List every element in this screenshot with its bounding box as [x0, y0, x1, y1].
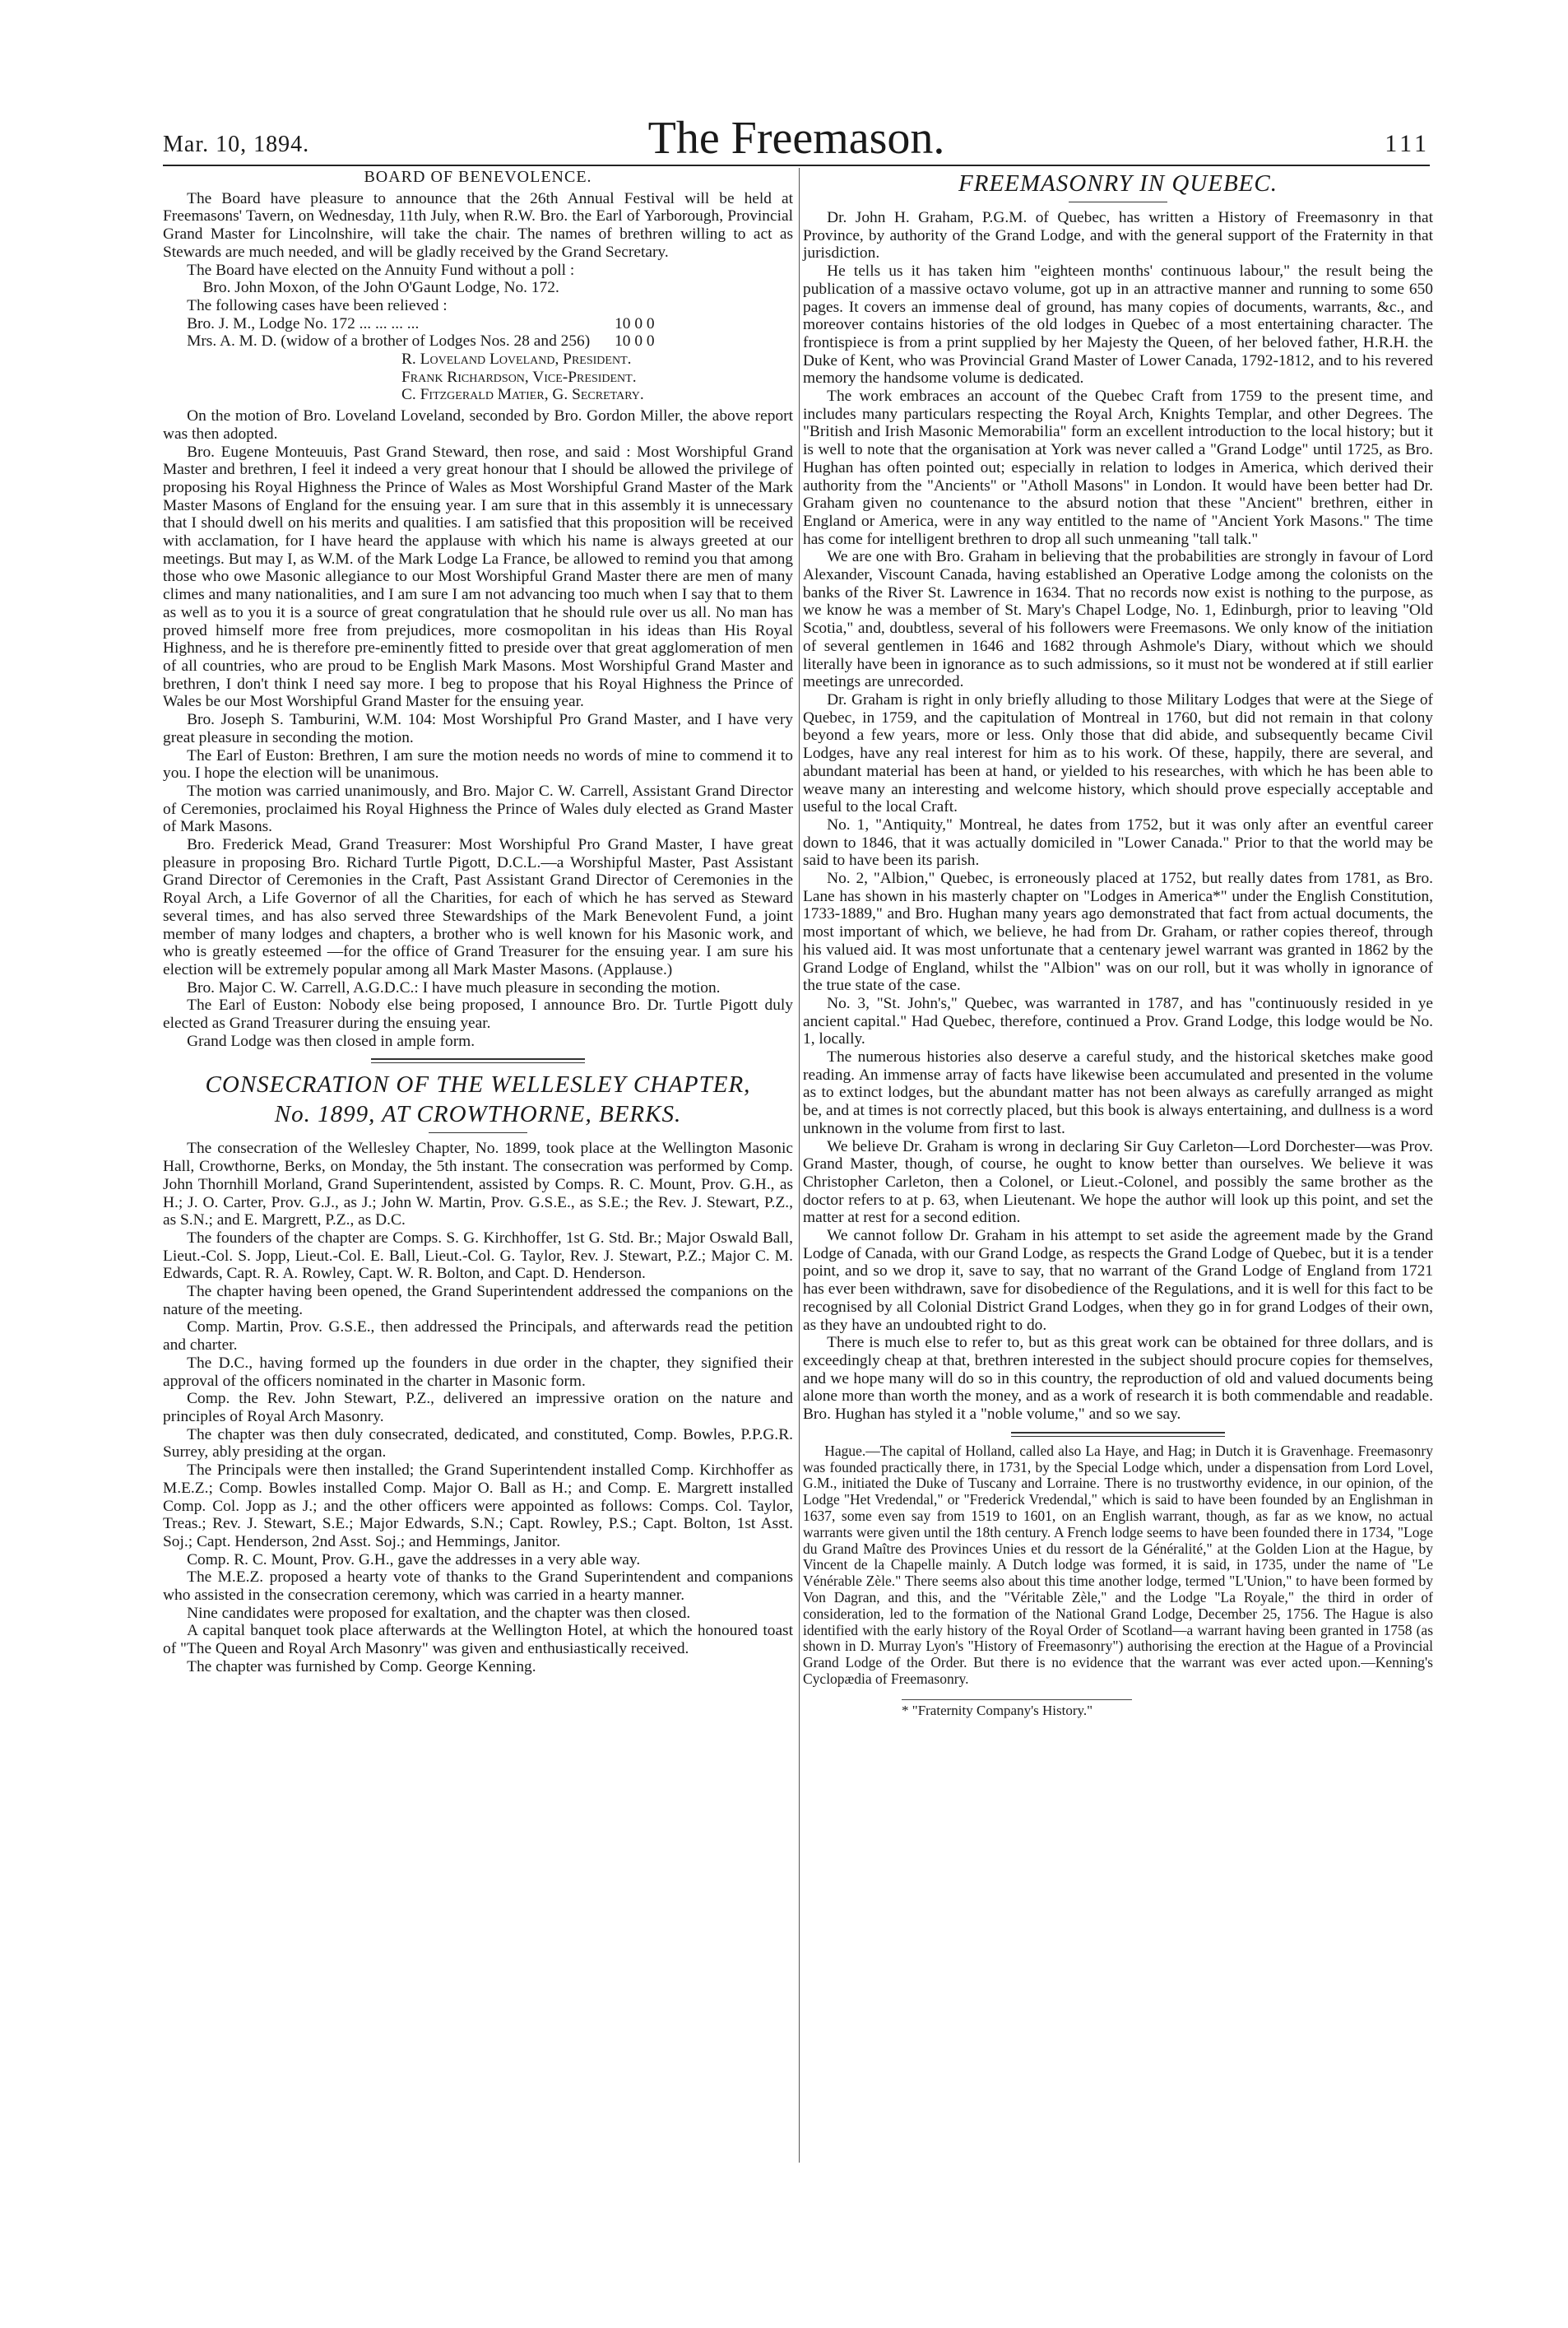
quebec-paragraph: Dr. John H. Graham, P.G.M. of Quebec, has written a History of Freemasonry in that Province, by authority of the Grand Lodge, and with the general support of the Fraternity in that jurisdiction. [803, 209, 1433, 263]
consecration-paragraph: Comp. the Rev. John Stewart, P.Z., delivered an impressive oration on the nature and principles of Royal Arch Masonry. [163, 1390, 793, 1425]
heading-rule [429, 1132, 527, 1133]
page-header [163, 114, 1430, 163]
consecration-paragraph: Nine candidates were proposed for exaltation, and the chapter was then closed. [187, 1604, 691, 1622]
signature-line: R. Loveland Loveland, President. [401, 351, 632, 369]
consecration-paragraph: The chapter was then duly consecrated, dedicated, and constituted, Comp. Bowles, P.P.G.R. Surrey, ably presiding at the organ. [163, 1425, 793, 1461]
board-paragraph: The Earl of Euston: Brethren, I am sure the motion needs no words of mine to commend it to you. I hope the election will be unanimous. [163, 746, 793, 783]
quebec-paragraph: No. 3, "St. John's," Quebec, was warranted in 1787, and has "continuously resided in ye ancient capital." Had Quebec, therefore, continued a Prov. Grand Lodge, this lodge would be No. 1, locally. [803, 994, 1433, 1048]
board-paragraph: Bro. Eugene Monteuuis, Past Grand Steward, then rose, and said : Most Worshipful Grand Master and brethren, I feel it indeed a very great honour that I should be allowed the privilege of proposing his Royal Highness the Prince of Wales as Most Worshipful Grand Master of the Mark Master Masons of England for the ensuing year. I am sure that in this assembly it is unnecessary that I should dwell on his merits and qualities. I am satisfied that this proposition will be received with acclamation, for I have heard the applause with which his name is always greeted at our meetings. But may I, as W.M. of the Mark Lodge La France, be allowed to remind you that among those who owe Masonic allegiance to our Most Worshipful Grand Master there are men of many climes and many nationalities, and I am sure I am not advancing too much when I say that to them as well as to you it is a source of great congratulation that he should rule over us all. No man has proved himself more free from prejudices, more cosmopolitan in his ideas than His Royal Highness, and he is therefore pre-eminently fitted to preside over that great agglomeration of men of all countries, who are proud to be English Mark Masons. Most Worshipful Grand Master and brethren, I don't think I need say more. I beg to propose that his Royal Highness the Prince of Wales be our Most Worshipful Grand Master for the ensuing year. [163, 443, 793, 711]
header-rule [163, 165, 1430, 166]
column-divider [799, 168, 800, 2163]
consecration-paragraph: The chapter was furnished by Comp. George Kenning. [187, 1657, 536, 1675]
section-rule [1011, 1432, 1225, 1437]
quebec-paragraph: He tells us it has taken him "eighteen months' continuous labour," the result being the publication of a massive octavo volume, got up in an attractive manner and running to some 650 pages. It covers an immense deal of ground, has many copies of documents, warrants, &c., and moreover contains histories of the old lodges in Quebec of a most entertaining character. The frontispiece is from a print supplied by her Majesty the Queen, of her beloved father, H.R.H. the Duke of Kent, who was Provincial Grand Master of Lower Canada, 1792-1812, and to his revered memory the handsome volume is dedicated. [803, 263, 1433, 388]
consecration-heading-line2: No. 1899, AT CROWTHORNE, BERKS. [274, 1101, 682, 1128]
board-paragraph: The Board have elected on the Annuity Fund without a poll : [187, 261, 575, 279]
quebec-paragraph: We believe Dr. Graham is wrong in declaring Sir Guy Carleton—Lord Dorchester—was Prov. Grand Master, though, of course, he ought to know better than ourselves. We believe it was Christopher Carleton, then a Colonel, or Lieut.-Colonel, and possibly the same brother as the doctor refers to at p. 63, when Lieutenant. We hope the author will look up this point, and set the matter at rest for a second edition. [803, 1137, 1433, 1227]
footnote-rule [902, 1699, 1132, 1700]
signature-line: Frank Richardson, Vice-President. [401, 368, 637, 386]
quebec-paragraph: There is much else to refer to, but as this great work can be obtained for three dollars, and is exceedingly cheap at that, brethren interested in the subject should procure copies for themselves, and we hope many will do so in this country, the reproduction of old and valued documents being alone more than worth the money, and as a work of research it is both commendable and readable. Bro. Hughan has styled it a "noble volume," and so we say. [803, 1334, 1433, 1424]
board-paragraph: The motion was carried unanimously, and Bro. Major C. W. Carrell, Assistant Grand Director of Ceremonies, proclaimed his Royal Highness the Prince of Wales duly elected as Grand Master of Mark Masons. [163, 782, 793, 836]
quebec-paragraph: We cannot follow Dr. Graham in his attempt to set aside the agreement made by the Grand Lodge of Canada, with our Grand Lodge, as respects the Grand Lodge of Quebec, but it is a tender point, and so we drop it, save to say, that no warrant of the Grand Lodge of England from 1721 has ever been withdrawn, save for disobedience of the Regulations, and it is well for this fact to be recognised by all Colonial District Grand Lodges, when they go in for grand Lodges of their own, as they have an undoubted right to do. [803, 1227, 1433, 1334]
issue-date: Mar. 10, 1894. [163, 132, 310, 157]
board-paragraph: Bro. Major C. W. Carrell, A.G.D.C.: I have much pleasure in seconding the motion. [187, 978, 721, 997]
board-paragraph: The Board have pleasure to announce that the 26th Annual Festival will be held at Freemasons' Tavern, on Wednesday, 11th July, when R.W. Bro. the Earl of Yarborough, Provincial Grand Master for Lincolnshire, will take the chair. The names of brethren willing to act as Stewards are much needed, and will be gladly received by the Grand Secretary. [163, 189, 793, 261]
board-paragraph: The following cases have been relieved : [187, 296, 448, 314]
relief-label: Mrs. A. M. D. (widow of a brother of Lodges Nos. 28 and 256) [187, 332, 591, 351]
relief-label: Bro. J. M., Lodge No. 172 ... ... ... ... [187, 314, 420, 332]
board-paragraph: Bro. Frederick Mead, Grand Treasurer: Most Worshipful Pro Grand Master, I have great pleasure in proposing Bro. Richard Turtle Pigott, D.C.L.—a Worshipful Master, Past Assistant Grand Director of Ceremonies in the Craft, Past Assistant Grand Director of Ceremonies in the Royal Arch, a Life Governor of all the Charities, for each of which he has served as Steward several times, and has also served three Stewardships of the Mark Benevolent Fund, a joint member of many lodges and chapters, a brother who is well known for his Masonic work, and who is greatly esteemed —for the office of Grand Treasurer for the ensuing year. I am sure his election will be extremely popular among all Mark Master Masons. (Applause.) [163, 836, 793, 978]
consecration-paragraph: The chapter having been opened, the Grand Superintendent addressed the companions on the nature of the meeting. [163, 1283, 793, 1318]
quebec-paragraph: Dr. Graham is right in only briefly alluding to those Military Lodges that were at the Siege of Quebec, in 1759, and the capitulation of Montreal in 1760, but did not remain in that colony beyond a few years, more or less. Only those that did abide, and subsequently became Civil Lodges, have any real interest for him as to his work. Of these, happily, there are several, and abundant material has been at hand, or yielded to his researches, with which he has been able to weave many an interesting and welcome history, which should prove especially acceptable and useful to the local Craft. [803, 690, 1433, 816]
consecration-paragraph: Comp. Martin, Prov. G.S.E., then addressed the Principals, and afterwards read the petition and charter. [163, 1318, 793, 1355]
relief-row [163, 332, 793, 351]
consecration-paragraph: A capital banquet took place afterwards at the Wellington Hotel, at which the honoured toast of "The Queen and Royal Arch Masonry" was given and enthusiastically received. [163, 1622, 793, 1658]
consecration-heading-line1: CONSECRATION OF THE WELLESLEY CHAPTER, [205, 1071, 751, 1099]
section-rule [371, 1058, 585, 1063]
consecration-paragraph: The Principals were then installed; the Grand Superintendent installed Comp. Kirchhoffer as M.E.Z.; Comp. Bowles installed Comp. Major O. Ball as H.; and Comp. E. Margrett installed Comp. Col. Jopp as J.; and the other officers were appointed as follows: Comps. Col. Taylor, Treas.; Rev. J. Stewart, S.E.; Major Edwards, S.N.; Capt. Rowley, P.S.; Capt. Bolton, 1st Asst. Soj.; Capt. Henderson, 2nd Asst. Soj.; and Hemmings, Janitor. [163, 1461, 793, 1550]
board-paragraph: Bro. John Moxon, of the John O'Gaunt Lodge, No. 172. [202, 279, 559, 297]
quebec-paragraph: The work embraces an account of the Quebec Craft from 1759 to the present time, and includes many particulars respecting the Royal Arch, Knights Templar, and other Degrees. The "British and Irish Masonic Memorabilia" form an excellent introduction to the local history; but it is well to note that the organisation at York was never called a "Grand Lodge" until 1725, as Bro. Hughan has often pointed out; especially in relation to lodges in America, which derived their authority from the "Ancients" or "Atholl Masons" in London. It would have been better had Dr. Graham given no countenance to the absurd notion that these "Ancient" brethren, either in England or America, were in any way entitled to the name of "Ancient York Masons." The time has come for intelligent brethren to drop all such unmeaning "tall talk." [803, 388, 1433, 548]
quebec-heading: FREEMASONRY IN QUEBEC. [958, 170, 1278, 197]
footnote: * "Fraternity Company's History." [902, 1702, 1093, 1718]
quebec-paragraph: No. 2, "Albion," Quebec, is erroneously placed at 1752, but really dates from 1781, as Bro. Lane has shown in his masterly chapter on "Lodges in America*" under the English Constitution, 1733-1889," and Bro. Hughan many years ago demonstrated that fact from actual documents, the most important of which, we believe, he had from Dr. Graham, or rather copies thereof, through his valued aid. It was most unfortunate that a centenary jewel warrant was granted in 1862 by the Grand Lodge of England, whilst the "Albion" was on our roll, but it was wholly in ignorance of the true state of the case. [803, 870, 1433, 995]
quebec-paragraph: No. 1, "Antiquity," Montreal, he dates from 1752, but it was only after an eventful career down to 1846, that it was actually domiciled in "Lower Canada." Prior to that the world may be said to have been its parish. [803, 815, 1433, 870]
consecration-paragraph: The M.E.Z. proposed a hearty vote of thanks to the Grand Superintendent and companions who assisted in the consecration ceremony, which was carried in a hearty manner. [163, 1568, 793, 1605]
relief-row [163, 315, 793, 333]
consecration-paragraph: Comp. R. C. Mount, Prov. G.H., gave the addresses in a very able way. [187, 1550, 641, 1568]
consecration-paragraph: The D.C., having formed up the founders in due order in the chapter, they signified their approval of the officers nominated in the charter in Masonic form. [163, 1354, 793, 1390]
board-of-benevolence-heading: BOARD OF BENEVOLENCE. [364, 168, 592, 186]
right-column [803, 169, 1433, 1719]
consecration-paragraph: The consecration of the Wellesley Chapter, No. 1899, took place at the Wellington Masonic Hall, Crowthorne, Berks, on Monday, the 5th instant. The consecration was performed by Comp. John Thornhill Morland, Grand Superintendent, assisted by Comps. R. C. Mount, Prov. G.H., as H.; J. O. Carter, Prov. G.J., as J.; John W. Martin, Prov. G.S.E., as S.E.; the Rev. J. Stewart, P.Z., as S.N.; and E. Margrett, P.Z., as D.C. [163, 1140, 793, 1229]
signature-line: C. Fitzgerald Matier, G. Secretary. [401, 386, 644, 404]
consecration-paragraph: The founders of the chapter are Comps. S. G. Kirchhoffer, 1st G. Std. Br.; Major Oswald Ball, Lieut.-Col. S. Jopp, Lieut.-Col. E. Ball, Lieut.-Col. G. Taylor, Rev. J. Stewart, P.Z.; Major C. M. Edwards, Capt. R. A. Rowley, Capt. W. R. Bolton, and Capt. D. Henderson. [163, 1229, 793, 1283]
board-paragraph: Grand Lodge was then closed in ample form. [187, 1032, 476, 1050]
masthead-title: The Freemason. [647, 113, 945, 164]
left-column [163, 169, 793, 1676]
quebec-paragraph: We are one with Bro. Graham in believing that the probabilities are strongly in favour of Lord Alexander, Viscount Canada, having established an Operative Lodge among the colonists on the banks of the River St. Lawrence in 1634. That no records now exist is nothing to the purpose, as we know he was a member of St. Mary's Chapel Lodge, No. 1, Edinburgh, prior to leaving "Old Scotia," and, doubtless, several of his followers were Freemasons. We only know of the initiation of several gentlemen in 1646 and 1682 through Ashmole's Diary, without which we should literally have been in ignorance as to such admissions, so it must not be wondered at if still earlier meetings are unrecorded. [803, 548, 1433, 691]
relief-amount: 10 0 0 [615, 314, 655, 332]
board-paragraph: The Earl of Euston: Nobody else being proposed, I announce Bro. Dr. Turtle Pigott duly elected as Grand Treasurer during the ensuing year. [163, 997, 793, 1033]
board-paragraph: Bro. Joseph S. Tamburini, W.M. 104: Most Worshipful Pro Grand Master, and I have very great pleasure in seconding the motion. [163, 711, 793, 746]
board-paragraph: On the motion of Bro. Loveland Loveland, seconded by Bro. Gordon Miller, the above report was then adopted. [163, 407, 793, 443]
page-number: 111 [1385, 130, 1430, 157]
quebec-paragraph: The numerous histories also deserve a careful study, and the historical sketches make good reading. An immense array of facts have likewise been accumulated and presented in the volume as to extinct lodges, but the abundant matter has not been always as carefully arranged as might be, and at times is not correctly placed, but this book is always entertaining, and dullness is a word unknown in the volume from first to last. [803, 1048, 1433, 1137]
relief-amount: 10 0 0 [615, 332, 655, 351]
hague-paragraph: Hague.—The capital of Holland, called also La Haye, and Hag; in Dutch it is Gravenhage. Freemasonry was founded practically there, in 1731, by the Special Lodge which, under a dispensation from Lord Lovel, G.M., initiated the Duke of Tuscany and Lorraine. There is no trustworthy evidence, in our opinion, of the Lodge "Het Vredendal," or "Frederick Vredendal," which is said to have been founded by an Englishman in 1637, some even say from 1519 to 1601, on an English warrant, though, as far as we know, no actual warrants were given until the 18th century. A French lodge seems to have been founded there in 1734, "Loge du Grand Maître des Provinces Unies et du ressort de la Généralité," at the Golden Lion at the Hague, by Vincent de la Chapelle mainly. A Dutch lodge was formed, it is said, in 1735, under the name of "Le Vénérable Zèle." There seems also about this time another lodge, termed "L'Union," to have been formed by Von Dagran, and this, and the "Véritable Zèle," and the Lodge "La Royale," the third in order of consideration, led to the formation of the National Grand Lodge, December 25, 1756. The Hague is also identified with the early history of the Royal Order of Scotland—a warrant having been granted in 1758 (as shown in D. Murray Lyon's "History of Freemasonry") authorising the erection at the Hague of a Provincial Grand Lodge of the Order. But there is no evidence that the warrant was ever acted upon.—Kenning's Cyclopædia of Freemasonry. [803, 1442, 1433, 1687]
